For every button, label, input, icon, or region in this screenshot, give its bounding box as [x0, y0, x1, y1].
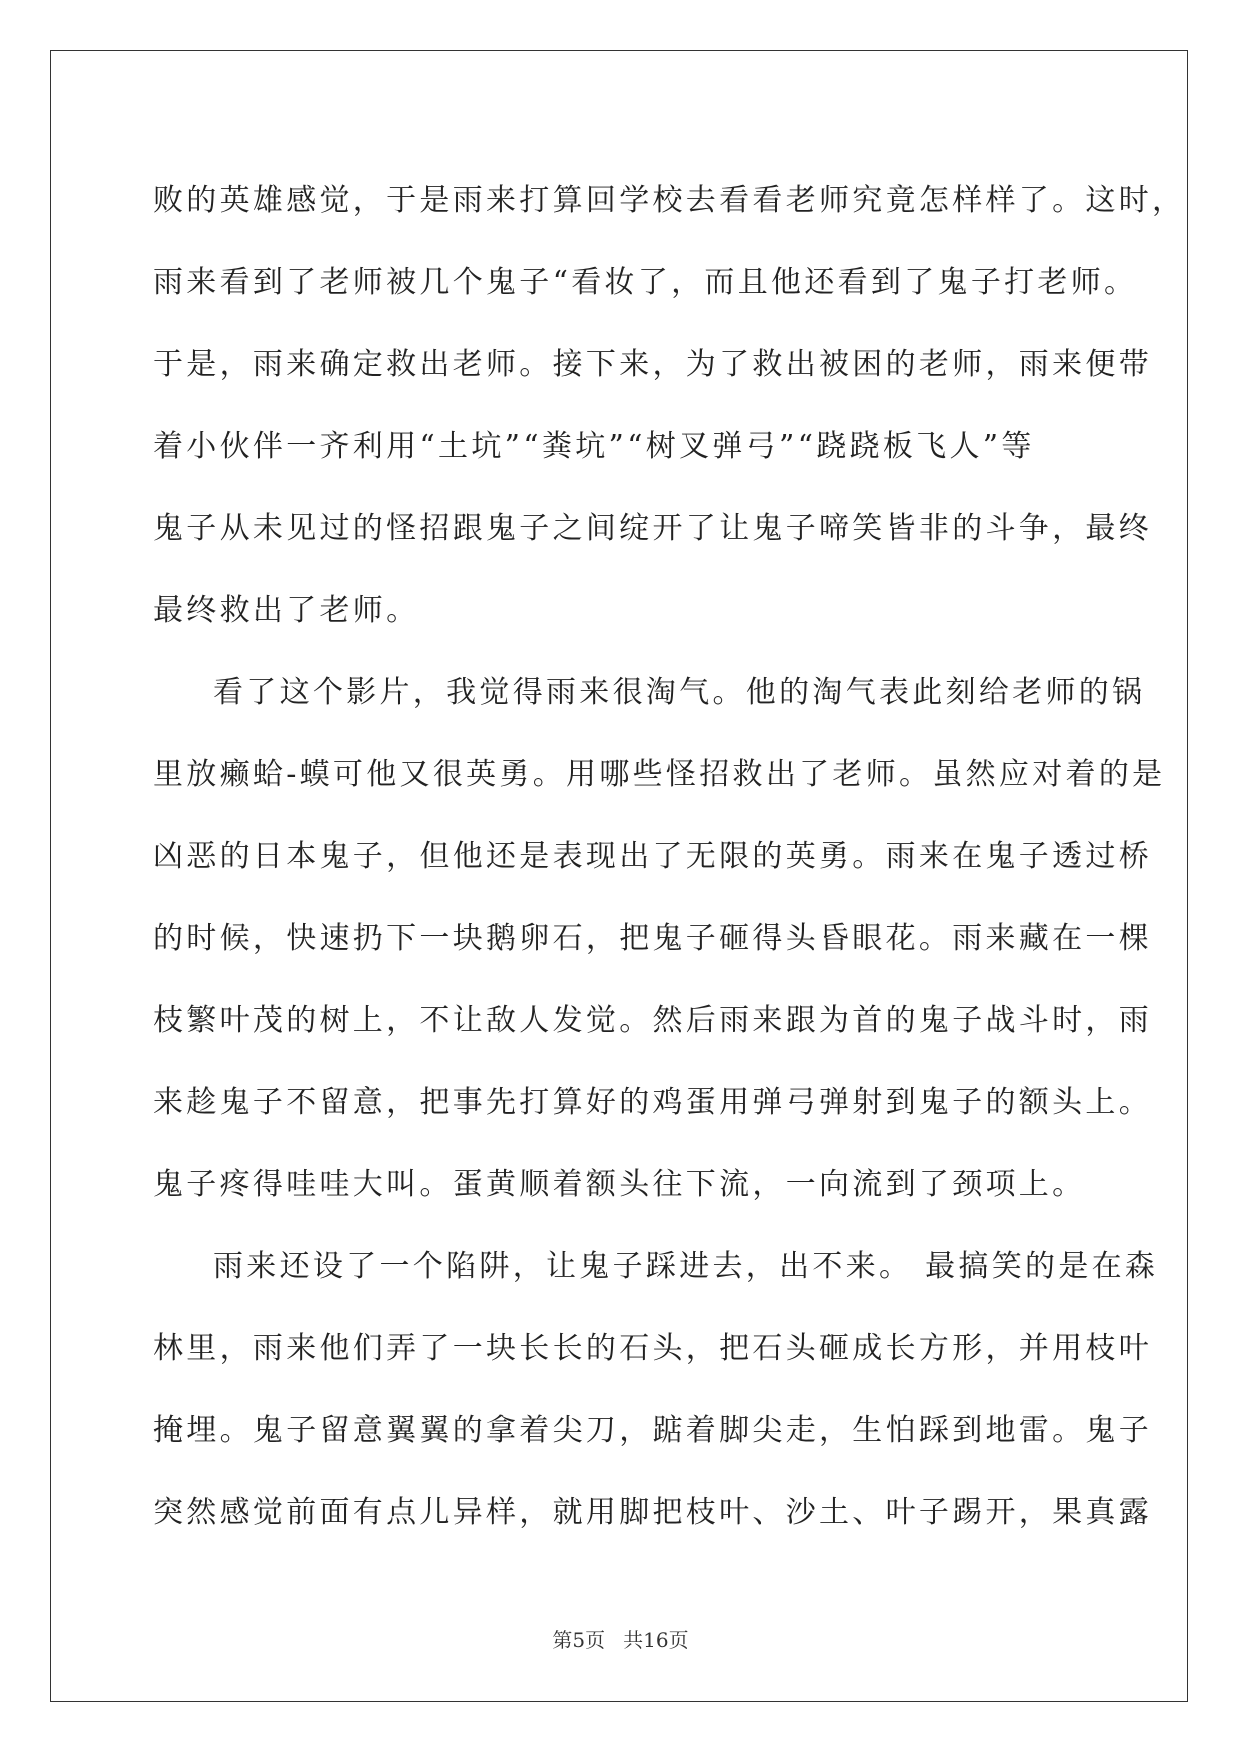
text-line: 的时候，快速扔下一块鹅卵石，把鬼子砸得头昏眼花。雨来藏在一棵	[153, 921, 1152, 956]
text-line: 败的英雄感觉，于是雨来打算回学校去看看老师究竟怎样样了。这时，	[153, 183, 1186, 218]
text-line: 雨来还设了一个陷阱，让鬼子踩进去，出不来。 最搞笑的是在森	[213, 1249, 1159, 1284]
text-line: 来趁鬼子不留意，把事先打算好的鸡蛋用弹弓弹射到鬼子的额头上。	[153, 1085, 1152, 1120]
footer-total-unit: 页	[668, 1628, 689, 1652]
text-line: 枝繁叶茂的树上，不让敌人发觉。然后雨来跟为首的鬼子战斗时，雨	[153, 1003, 1152, 1038]
text-line: 雨来看到了老师被几个鬼子“看妆了，而且他还看到了鬼子打老师。	[153, 265, 1138, 300]
text-line: 着小伙伴一齐利用“土坑”“粪坑”“树叉弹弓”“跷跷板飞人”等	[153, 429, 1035, 464]
text-line: 里放癞蛤-蟆可他又很英勇。用哪些怪招救出了老师。虽然应对着的是	[153, 757, 1166, 792]
footer-total-label: 共	[623, 1628, 644, 1652]
text-line: 林里，雨来他们弄了一块长长的石头，把石头砸成长方形，并用枝叶	[153, 1331, 1152, 1366]
page-footer	[0, 1628, 1241, 1652]
footer-page-label: 第	[552, 1628, 573, 1652]
text-line: 于是，雨来确定救出老师。接下来，为了救出被困的老师，雨来便带	[153, 347, 1152, 382]
footer-page-unit: 页	[585, 1628, 606, 1652]
text-line: 鬼子疼得哇哇大叫。蛋黄顺着额头往下流，一向流到了颈项上。	[153, 1167, 1086, 1202]
text-line: 看了这个影片，我觉得雨来很淘气。他的淘气表此刻给老师的锅	[213, 675, 1146, 710]
footer-total-number: 16	[643, 1628, 669, 1652]
text-line: 凶恶的日本鬼子，但他还是表现出了无限的英勇。雨来在鬼子透过桥	[153, 839, 1152, 874]
text-line: 鬼子从未见过的怪招跟鬼子之间绽开了让鬼子啼笑皆非的斗争，最终	[153, 511, 1152, 546]
text-line: 最终救出了老师。	[153, 593, 420, 628]
footer-page-number: 5	[572, 1628, 586, 1652]
document-body	[153, 160, 1186, 1554]
text-line: 突然感觉前面有点儿异样，就用脚把枝叶、沙土、叶子踢开，果真露	[153, 1495, 1152, 1530]
text-line: 掩埋。鬼子留意翼翼的拿着尖刀，踮着脚尖走，生怕踩到地雷。鬼子	[153, 1413, 1152, 1448]
